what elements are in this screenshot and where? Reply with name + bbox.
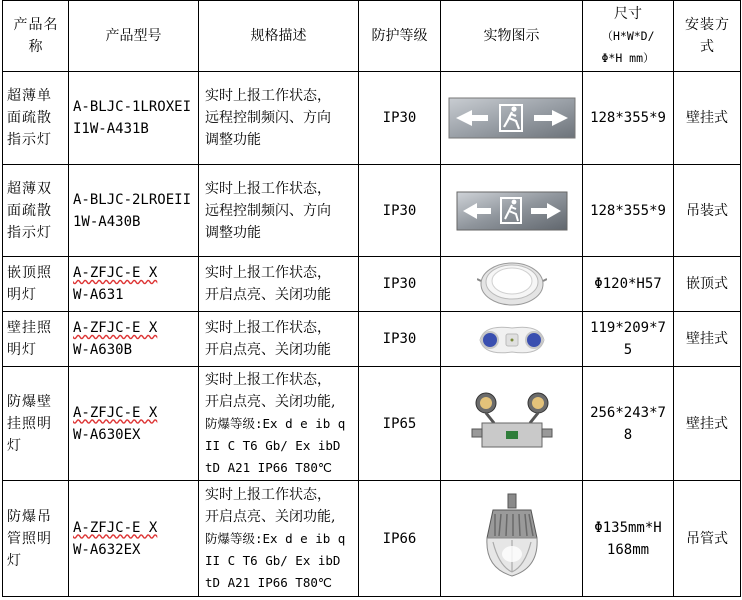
desc-line: 调整功能 [205,224,261,241]
desc-line: II C T6 Gb/ Ex ibD [205,552,341,568]
cell-model [69,257,199,312]
model-line: W-A631 [73,287,124,303]
cell-model [69,367,199,481]
cell-image [441,367,583,481]
cell-image [441,165,583,257]
model-line: A-ZFJC-E X [73,265,158,281]
cell-description [199,257,359,312]
cell-model [69,481,199,597]
cell-image [441,72,583,165]
cell-name: 超薄双面疏散指示灯 [3,165,69,257]
header-size-line2: （H*W*D/ [601,29,655,43]
model-line: W-A630B [73,342,133,358]
header-size-line1: 尺寸 [614,6,642,22]
cell-model [69,165,199,257]
header-mount: 安装方式 [674,1,741,72]
model-line: I1W-A431B [73,121,149,137]
desc-line: 实时上报工作状态， [205,320,331,336]
explosion-proof-pendant-lamp-icon [477,492,547,586]
cell-name: 防爆壁挂照明灯 [3,367,69,481]
cell-image [441,257,583,312]
model-line: A-BLJC-2LROEII [73,191,192,208]
desc-line: tD A21 IP66 T80℃ [205,574,332,590]
table-row [3,165,741,257]
desc-line: 开启点亮、关闭功能, [205,508,336,525]
cell-size [583,367,674,481]
cell-description [199,367,359,481]
cell-description [199,165,359,257]
desc-line: 远程控制频闪、方向 [205,110,331,126]
desc-line: 调整功能 [205,132,261,148]
cell-model [69,72,199,165]
model-line: A-ZFJC-E X [73,404,158,421]
size-line: Φ135mm*H [594,519,662,536]
size-line: 119*209*7 [590,320,666,336]
cell-protection: IP66 [359,481,441,597]
explosion-proof-twin-lamp-icon [464,391,560,457]
cell-protection: IP30 [359,165,441,257]
desc-line: 实时上报工作状态， [205,371,331,388]
product-spec-table [2,0,741,597]
model-line: 1W-A430B [73,213,141,230]
size-line: 168mm [606,541,650,558]
table-row [3,312,741,367]
cell-protection: IP30 [359,257,441,312]
cell-model [69,312,199,367]
cell-size [583,312,674,367]
header-model: 产品型号 [69,1,199,72]
desc-line: 防爆等级:Ex d e ib q [205,415,346,431]
recessed-downlight-icon [477,259,547,309]
header-image: 实物图示 [441,1,583,72]
cell-size: 128*355*9 [583,165,674,257]
model-line: W-A630EX [73,426,141,443]
desc-line: 开启点亮、关闭功能, [205,393,336,410]
exit-sign-single-icon [448,97,576,139]
twin-spot-wall-light-icon [474,318,550,360]
header-name: 产品名称 [3,1,69,72]
cell-name: 超薄单面疏散指示灯 [3,72,69,165]
cell-name: 嵌顶照明灯 [3,257,69,312]
table-row [3,257,741,312]
cell-size: Φ120*H57 [583,257,674,312]
cell-mount: 吊管式 [674,481,741,597]
cell-mount: 壁挂式 [674,72,741,165]
model-line: W-A632EX [73,541,141,558]
cell-mount: 壁挂式 [674,312,741,367]
cell-mount: 壁挂式 [674,367,741,481]
desc-line: 开启点亮、关闭功能 [205,342,331,358]
cell-protection: IP65 [359,367,441,481]
table-row [3,367,741,481]
size-line: 5 [623,342,633,358]
desc-line: 防爆等级:Ex d e ib q [205,530,346,546]
header-row [3,1,741,72]
header-protection: 防护等级 [359,1,441,72]
desc-line: 实时上报工作状态， [205,88,331,104]
cell-mount: 嵌顶式 [674,257,741,312]
header-size [583,1,674,72]
cell-description [199,72,359,165]
size-line: 256*243*7 [590,404,666,421]
model-line: A-ZFJC-E X [73,320,158,336]
table-row [3,481,741,597]
table-row [3,72,741,165]
cell-mount: 吊装式 [674,165,741,257]
size-line: 8 [623,426,633,443]
cell-name: 防爆吊管照明灯 [3,481,69,597]
desc-line: 实时上报工作状态， [205,486,331,503]
cell-description [199,481,359,597]
cell-size: 128*355*9 [583,72,674,165]
cell-protection: IP30 [359,312,441,367]
model-line: A-ZFJC-E X [73,519,158,536]
cell-image [441,312,583,367]
model-line: A-BLJC-1LROXEI [73,99,192,115]
desc-line: 开启点亮、关闭功能 [205,287,331,303]
cell-size [583,481,674,597]
header-spec: 规格描述 [199,1,359,72]
exit-sign-double-icon [456,191,568,231]
desc-line: 实时上报工作状态， [205,180,331,197]
cell-description [199,312,359,367]
desc-line: 远程控制频闪、方向 [205,202,331,219]
desc-line: tD A21 IP66 T80℃ [205,459,332,475]
header-size-line3: Φ*H mm） [601,51,655,65]
cell-protection: IP30 [359,72,441,165]
desc-line: II C T6 Gb/ Ex ibD [205,437,341,453]
desc-line: 实时上报工作状态， [205,265,331,281]
cell-name: 壁挂照明灯 [3,312,69,367]
cell-image [441,481,583,597]
